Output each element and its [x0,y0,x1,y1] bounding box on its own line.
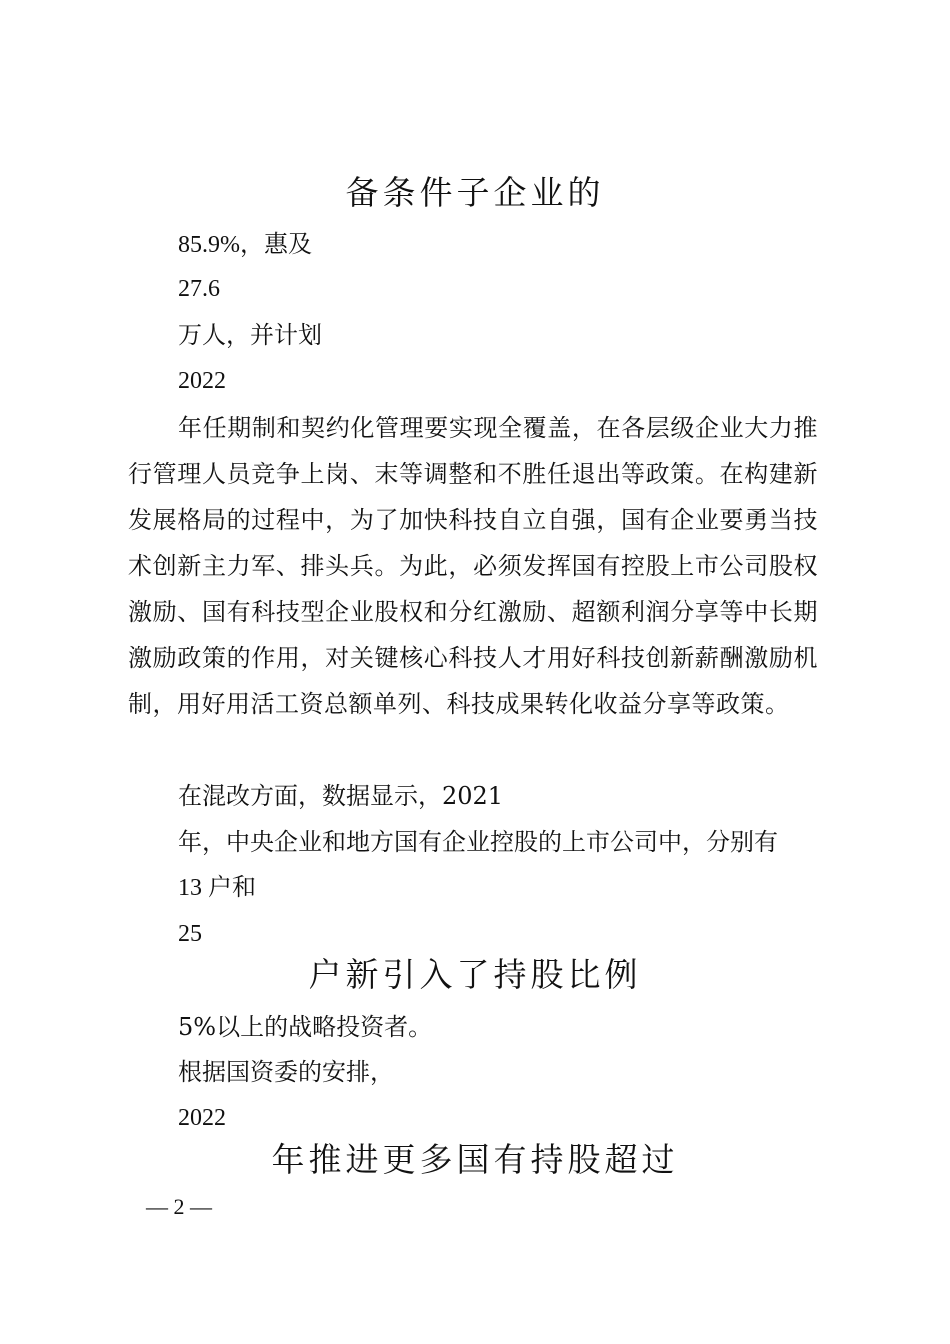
page-number: — 2 — [146,1194,212,1219]
heading-1: 备条件子企业的 [345,173,605,212]
text-line-4: 2022 [178,368,226,394]
text-line-1: 85.9%，惠及 [178,232,312,258]
heading-3: 年推进更多国有持股超过 [271,1140,679,1179]
text-line-3: 万人，并计划 [178,321,322,349]
text-line-2: 27.6 [178,276,220,302]
text-line-11: 2022 [178,1105,226,1131]
text-line-9: 5%以上的战略投资者。 [178,1013,433,1041]
heading-2: 户新引入了持股比例 [308,955,642,994]
text-line-8: 25 [178,921,202,947]
text-line-6: 年，中央企业和地方国有企业控股的上市公司中，分别有 [178,828,778,856]
text-line-5: 在混改方面，数据显示，2021 [178,782,504,810]
text-line-7: 13 户和 [178,875,256,901]
body-paragraph: 年任期制和契约化管理要实现全覆盖，在各层级企业大力推行管理人员竞争上岗、末等调整和不胜任退出等政策。在构建新发展格局的过程中，为了加快科技自立自强，国有企业要勇当技术创新主力军、排头兵。为此，必须发挥国有控股上市公司股权激励、国有科技型企业股权和分红激励、超额利润分享等中长期激励政策的作用，对关键核心科技人才用好科技创新薪酬激励机制，用好用活工资总额单列、科技成果转化收益分享等政策。 [128,414,818,718]
text-line-10: 根据国资委的安排， [178,1058,394,1086]
